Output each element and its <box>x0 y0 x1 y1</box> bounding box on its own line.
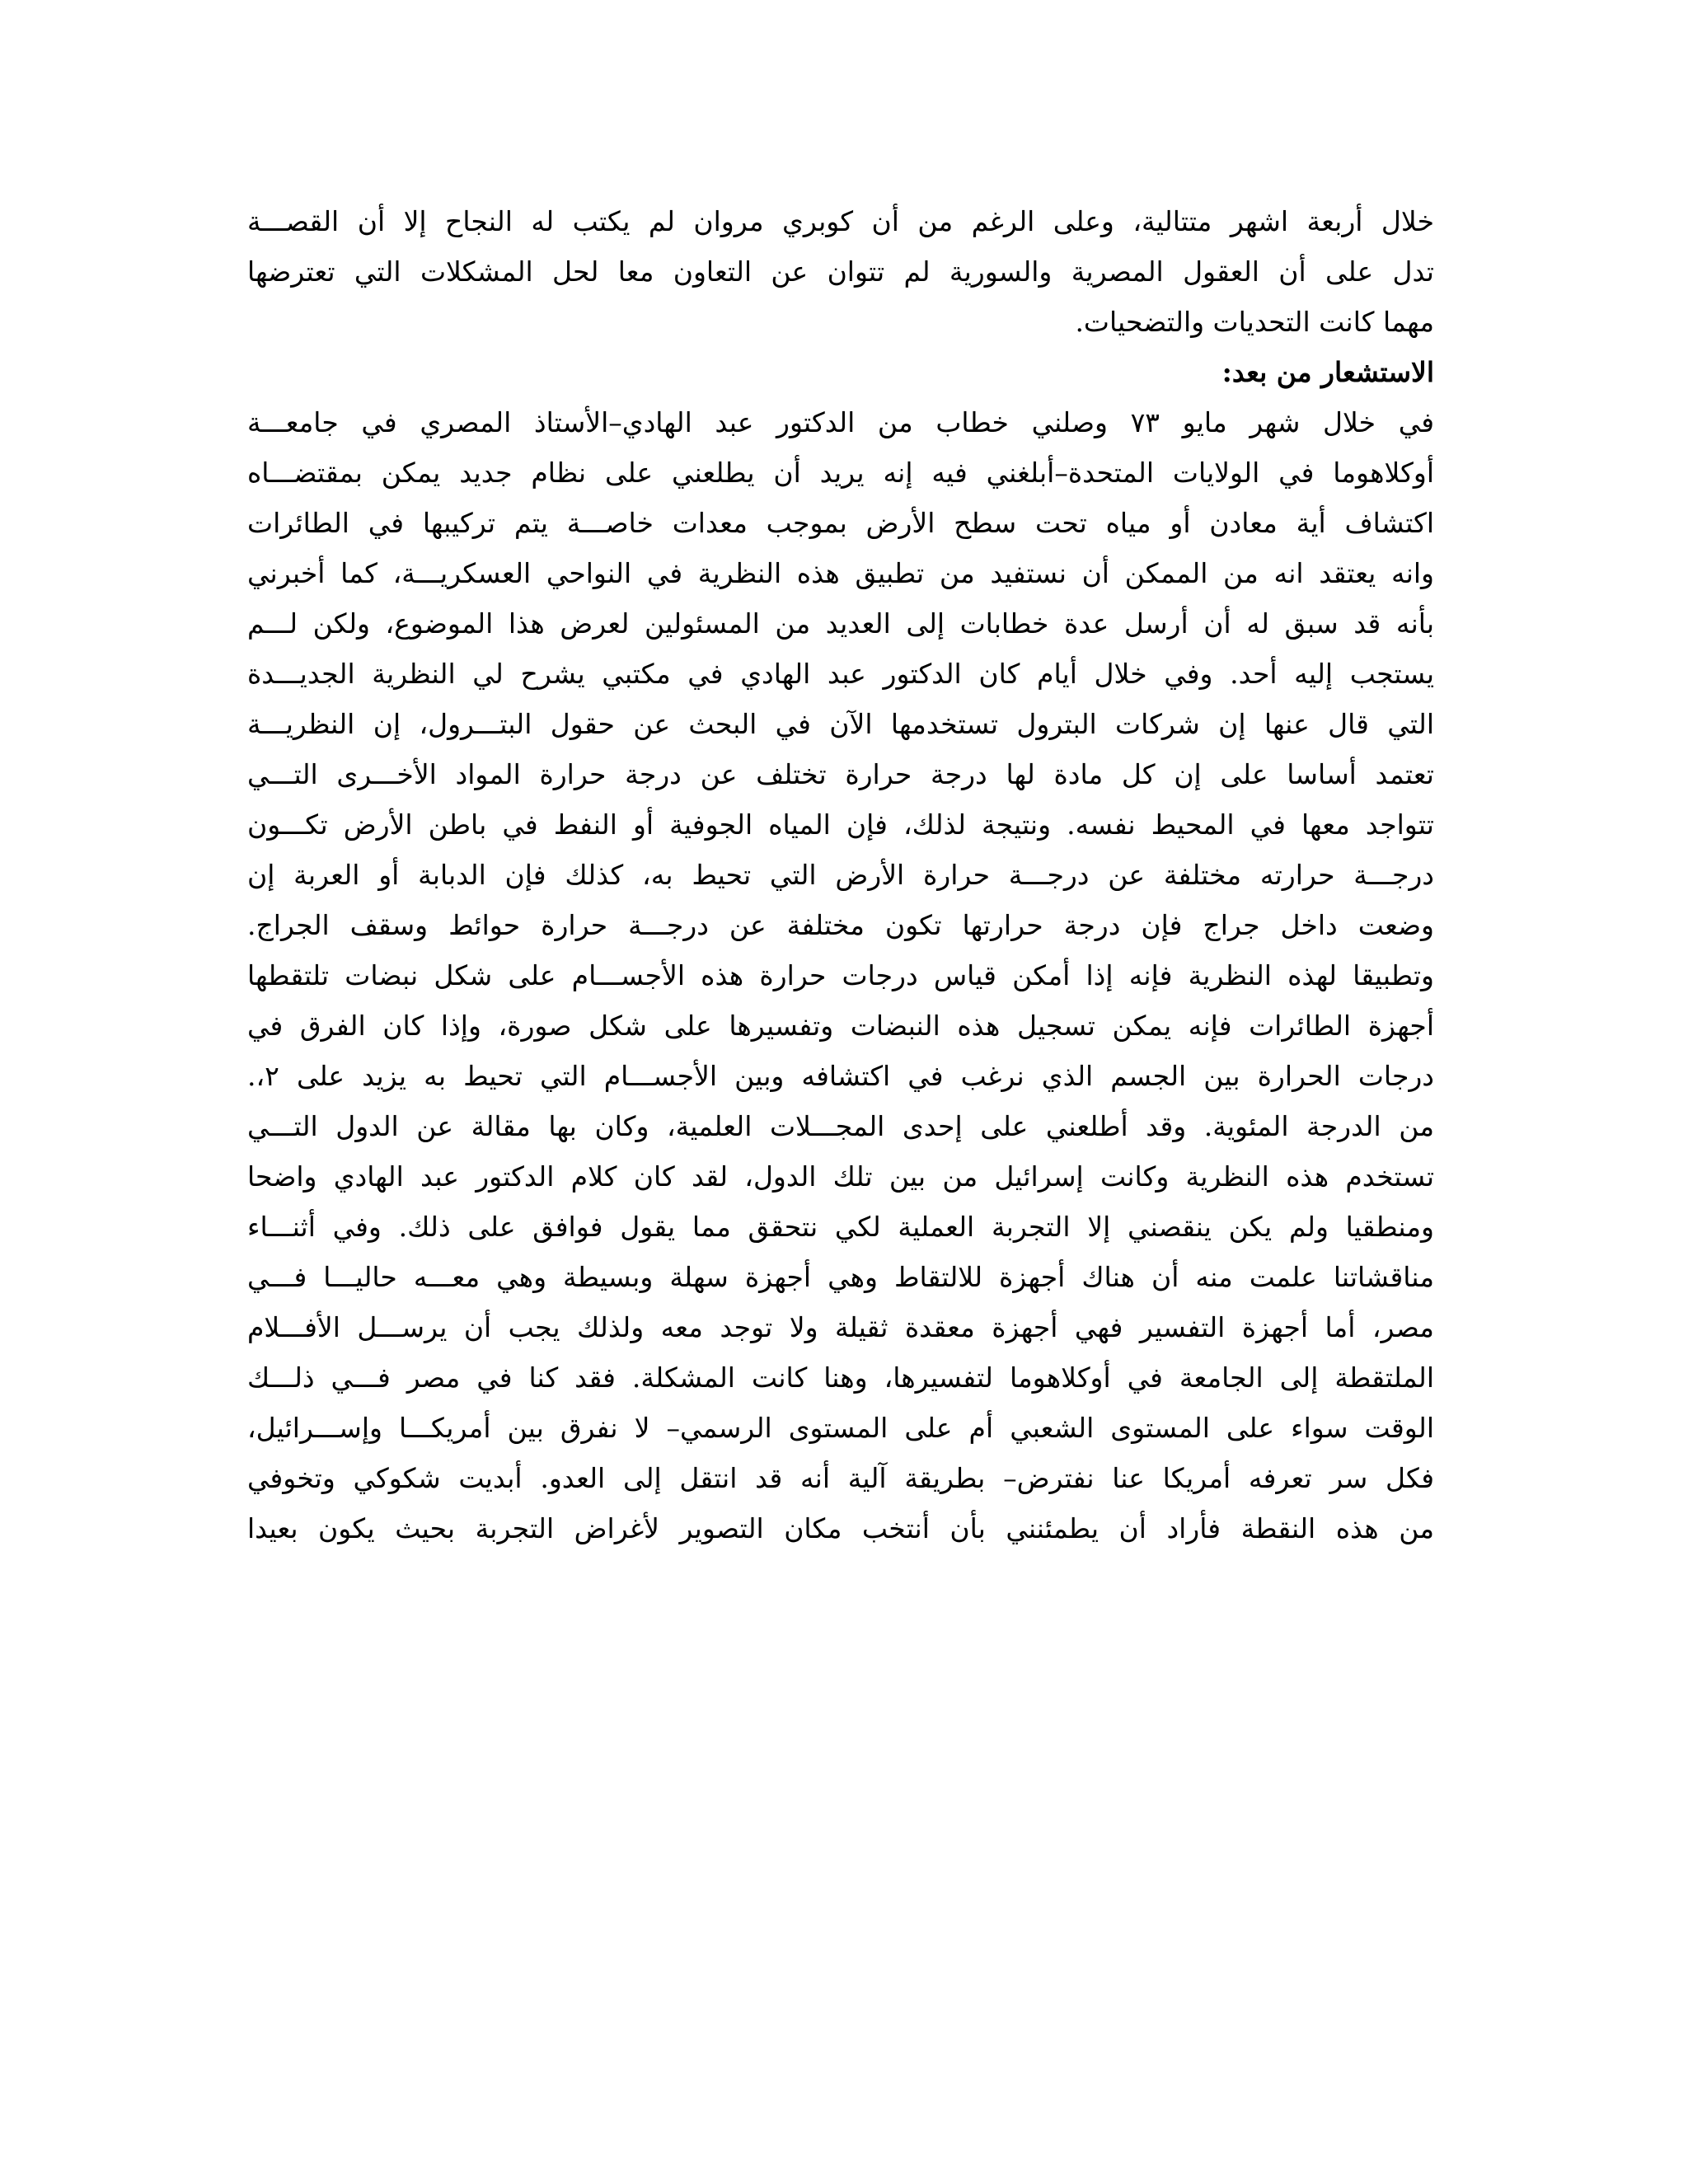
text-line: تتواجد معها في المحيط نفسه. ونتيجة لذلك، فإن المياه الجوفية أو النفط في باطن الأرض تكـــون <box>247 808 1434 841</box>
text-line: في خلال شهر مايو ٧٣ وصلني خطاب من الدكتور عبد الهادي–الأستاذ المصري في جامعـــة <box>247 406 1434 438</box>
text-line: وضعت داخل جراج فإن درجة حرارتها تكون مختلفة عن درجـــة حرارة حوائط وسقف الجراج. <box>247 909 1434 941</box>
section-heading: الاستشعار من بعد: <box>1221 356 1434 388</box>
text-line: بأنه قد سبق له أن أرسل عدة خطابات إلى العديد من المسئولين لعرض هذا الموضوع، ولكن لـــم <box>247 607 1434 640</box>
text-line: خلال أربعة اشهر متتالية، وعلى الرغم من أن كوبري مروان لم يكتب له النجاح إلا أن القصـــة <box>247 205 1434 237</box>
text-line: درجـــة حرارته مختلفة عن درجـــة حرارة الأرض التي تحيط به، كذلك فإن الدبابة أو العربة إن <box>247 859 1434 891</box>
text-line: أوكلاهوما في الولايات المتحدة–أبلغني فيه إنه يريد أن يطلعني على نظام جديد يمكن بمقتضـــاه <box>247 457 1434 489</box>
text-line: تستخدم هذه النظرية وكانت إسرائيل من بين تلك الدول، لقد كان كلام الدكتور عبد الهادي واضحا <box>247 1160 1434 1193</box>
text-line: اكتشاف أية معادن أو مياه تحت سطح الأرض بموجب معدات خاصـــة يتم تركيبها في الطائرات <box>247 507 1434 539</box>
text-line: فكل سر تعرفه أمريكا عنا نفترض– بطريقة آلية أنه قد انتقل إلى العدو. أبديت شكوكي وتخوفي <box>247 1462 1434 1494</box>
document-page <box>247 196 1434 1554</box>
text-line: أجهزة الطائرات فإنه يمكن تسجيل هذه النبضات وتفسيرها على شكل صورة، وإذا كان الفرق في <box>247 1010 1434 1042</box>
paragraph-1 <box>247 196 1434 347</box>
text-line: الملتقطة إلى الجامعة في أوكلاهوما لتفسيرها، وهنا كانت المشكلة. فقد كنا في مصر فـــي ذلـــك <box>247 1361 1434 1394</box>
text-line: درجات الحرارة بين الجسم الذي نرغب في اكتشافه وبين الأجســـام التي تحيط به يزيد على ٢،. <box>247 1060 1434 1092</box>
text-line: التي قال عنها إن شركات البترول تستخدمها الآن في البحث عن حقول البتـــرول، إن النظريـــة <box>247 708 1434 740</box>
text-line: مناقشاتنا علمت منه أن هناك أجهزة للالتقاط وهي أجهزة سهلة وبسيطة وهي معـــه حاليـــا فـــي <box>247 1261 1434 1293</box>
text-line: وانه يعتقد انه من الممكن أن نستفيد من تطبيق هذه النظرية في النواحي العسكريـــة، كما أخبرني <box>247 557 1434 589</box>
text-line: تدل على أن العقول المصرية والسورية لم تتوان عن التعاون معا لحل المشكلات التي تعترضها <box>247 255 1434 288</box>
text-line: من هذه النقطة فأراد أن يطمئنني بأن أنتخب مكان التصوير لأغراض التجربة بحيث يكون بعيدا <box>247 1512 1434 1544</box>
text-line: ومنطقيا ولم يكن ينقصني إلا التجربة العملية لكي نتحقق مما يقول فوافق على ذلك. وفي أثنـــاء <box>247 1211 1434 1243</box>
text-line: مهما كانت التحديات والتضحيات. <box>1075 306 1434 338</box>
text-line: مصر، أما أجهزة التفسير فهي أجهزة معقدة ثقيلة ولا توجد معه ولذلك يجب أن يرســـل الأفـــلام <box>247 1311 1434 1343</box>
text-line: يستجب إليه أحد. وفي خلال أيام كان الدكتور عبد الهادي في مكتبي يشرح لي النظرية الجديـــدة <box>247 658 1434 690</box>
text-line: الوقت سواء على المستوى الشعبي أم على المستوى الرسمي– لا نفرق بين أمريكـــا وإســـرائيل، <box>247 1412 1434 1444</box>
text-line: تعتمد أساسا على إن كل مادة لها درجة حرارة تختلف عن درجة حرارة المواد الأخـــرى التـــي <box>247 758 1434 790</box>
paragraph-2 <box>247 397 1434 1554</box>
text-line: من الدرجة المئوية. وقد أطلعني على إحدى المجـــلات العلمية، وكان بها مقالة عن الدول التـــي <box>247 1110 1434 1142</box>
text-line: وتطبيقا لهذه النظرية فإنه إذا أمكن قياس درجات حرارة هذه الأجســـام على شكل نبضات تلتقطها <box>247 959 1434 991</box>
